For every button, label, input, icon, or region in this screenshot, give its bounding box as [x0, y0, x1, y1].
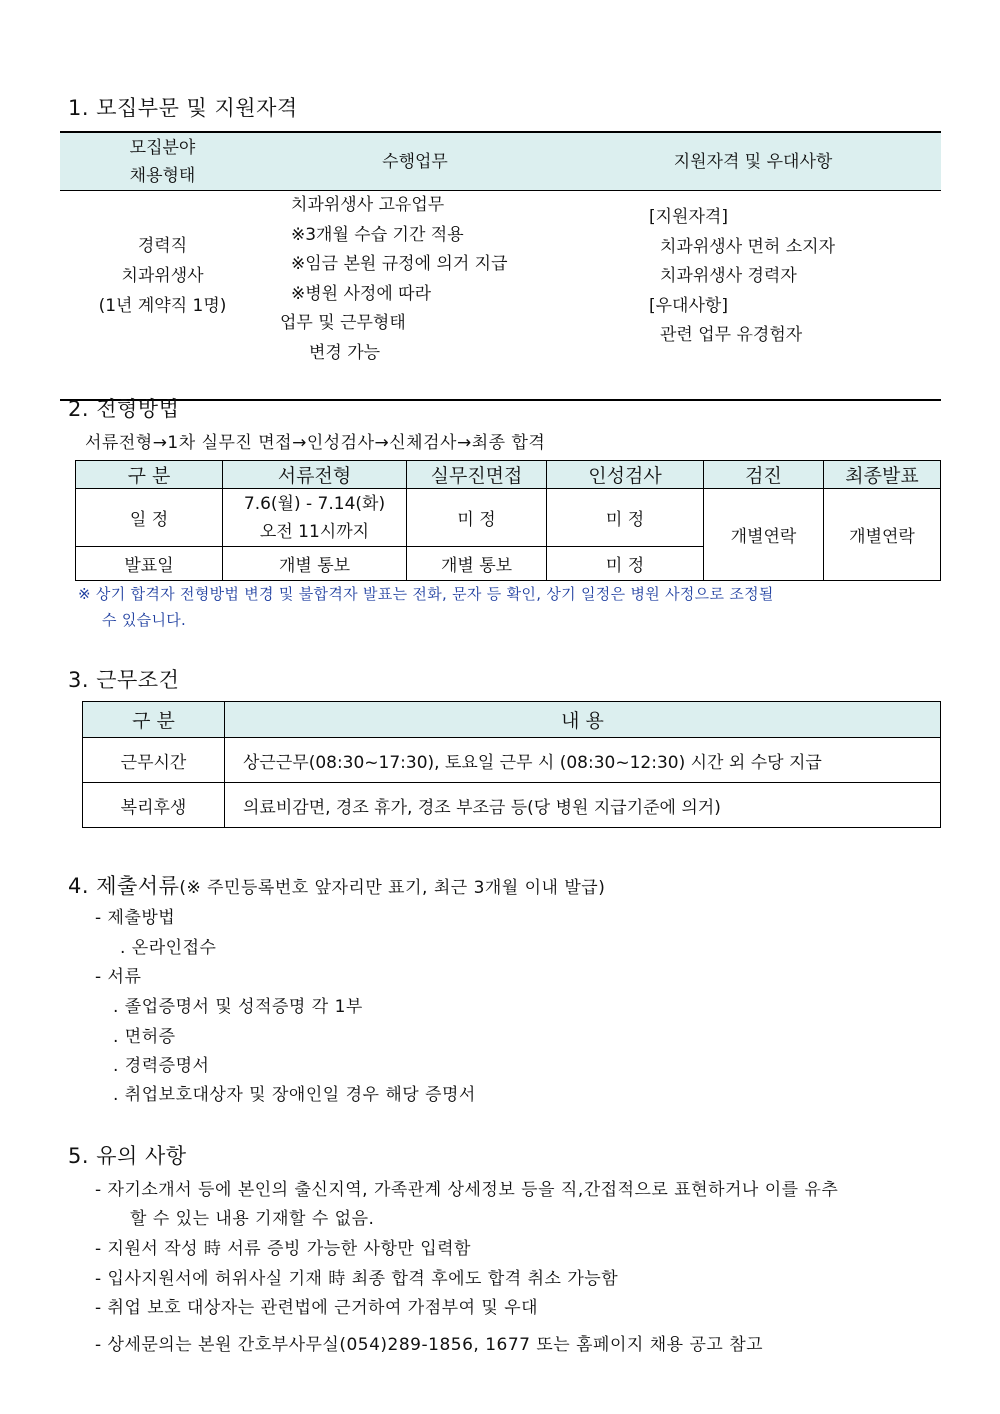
- section4-title: 4. 제출서류: [68, 874, 180, 898]
- qual-line: 치과위생사 경력자: [660, 266, 797, 286]
- notice-item: - 취업 보호 대상자는 관련법에 근거하여 가점부여 및 우대: [95, 1298, 539, 1318]
- header-field: [60, 132, 265, 191]
- doc-date-line1: 7.6(월) - 7.14(화): [243, 493, 386, 514]
- section5-title: 5. 유의 사항: [68, 1144, 187, 1168]
- duty-line: 치과위생사 고유업무: [291, 195, 445, 215]
- header-qualifications: 지원자격 및 우대사항: [565, 132, 941, 191]
- duty-line: ※병원 사정에 따라: [291, 283, 432, 304]
- recruitment-table: [60, 131, 941, 401]
- conditions-header: 내 용: [225, 702, 941, 738]
- qual-line: 관련 업무 유경험자: [660, 325, 803, 345]
- schedule-interview-date: 미 정: [407, 489, 547, 547]
- recruitment-field: [60, 191, 265, 401]
- header-field-line2: 채용형태: [129, 165, 196, 186]
- conditions-label: 근무시간: [83, 738, 225, 783]
- schedule-personality-date: 미 정: [547, 489, 704, 547]
- announce-row-label: 발표일: [76, 547, 223, 581]
- schedule-header: 검진: [704, 461, 824, 489]
- document-item: . 취업보호대상자 및 장애인일 경우 해당 증명서: [113, 1085, 476, 1105]
- notice-item: - 상세문의는 본원 간호부사무실(054)289-1856, 1677 또는 홈페이지 채용 공고 참고: [95, 1335, 764, 1355]
- work-conditions-table: [82, 701, 941, 828]
- section3-title: 3. 근무조건: [68, 668, 180, 692]
- announce-personality: 미 정: [547, 547, 704, 581]
- announce-doc: 개별 통보: [223, 547, 407, 581]
- schedule-table: [75, 460, 941, 581]
- schedule-header: 실무진면접: [407, 461, 547, 489]
- duty-line: 업무 및 근무형태: [280, 313, 406, 333]
- submission-method-item: . 온라인접수: [120, 938, 217, 958]
- schedule-checkup: 개별연락: [704, 489, 824, 581]
- conditions-content: 의료비감면, 경조 휴가, 경조 부조금 등(당 병원 지급기준에 의거): [225, 783, 941, 828]
- schedule-header: 인성검사: [547, 461, 704, 489]
- duty-line: 변경 가능: [309, 342, 381, 363]
- section4-heading: [68, 870, 605, 900]
- field-line: (1년 계약직 1명): [98, 296, 227, 316]
- notice-item: - 입사지원서에 허위사실 기재 時 최종 합격 후에도 합격 취소 가능함: [95, 1269, 619, 1289]
- qual-line: [우대사항]: [649, 295, 728, 316]
- schedule-header: 구 분: [76, 461, 223, 489]
- schedule-final: 개별연락: [824, 489, 941, 581]
- document-item: . 졸업증명서 및 성적증명 각 1부: [113, 997, 363, 1017]
- schedule-note-line1: ※ 상기 합격자 전형방법 변경 및 불합격자 발표는 전화, 문자 등 확인, 상기 일정은 병원 사정으로 조정될: [78, 585, 774, 603]
- notice-item: - 자기소개서 등에 본인의 출신지역, 가족관계 상세정보 등을 직,간접적으로 표현하거나 이를 유추: [95, 1180, 839, 1200]
- conditions-header: 구 분: [83, 702, 225, 738]
- schedule-row-label: 일 정: [76, 489, 223, 547]
- section4-title-note: (※ 주민등록번호 앞자리만 표기, 최근 3개월 이내 발급): [179, 878, 606, 898]
- qual-line: 치과위생사 면허 소지자: [660, 236, 836, 257]
- schedule-header: 서류전형: [223, 461, 407, 489]
- conditions-content: 상근근무(08:30~17:30), 토요일 근무 시 (08:30~12:30) 시간 외 수당 지급: [225, 738, 941, 783]
- field-line: 경력직: [137, 236, 188, 256]
- notice-item: - 지원서 작성 時 서류 증빙 가능한 사항만 입력함: [95, 1239, 471, 1259]
- qualifications-cell: [565, 191, 941, 401]
- header-field-line1: 모집분야: [129, 137, 196, 158]
- duty-line: ※3개월 수습 기간 적용: [291, 224, 464, 245]
- selection-flow: 서류전형→1차 실무진 면접→인성검사→신체검사→최종 합격: [85, 433, 546, 453]
- field-line: 치과위생사: [121, 266, 204, 286]
- document-item: . 면허증: [113, 1027, 176, 1047]
- schedule-doc-date: [223, 489, 407, 547]
- schedule-header: 최종발표: [824, 461, 941, 489]
- schedule-note-line2: 수 있습니다.: [102, 611, 187, 629]
- conditions-label: 복리후생: [83, 783, 225, 828]
- duty-line: ※임금 본원 규정에 의거 지급: [291, 254, 508, 274]
- section2-title: 2. 전형방법: [68, 397, 180, 421]
- documents-label: - 서류: [95, 967, 142, 987]
- notice-item-continued: 할 수 있는 내용 기재할 수 없음.: [130, 1209, 375, 1229]
- submission-method-label: - 제출방법: [95, 908, 176, 928]
- document-item: . 경력증명서: [113, 1056, 210, 1076]
- announce-interview: 개별 통보: [407, 547, 547, 581]
- doc-date-line2: 오전 11시까지: [259, 521, 370, 542]
- header-duties: 수행업무: [265, 132, 565, 191]
- section1-title: 1. 모집부문 및 지원자격: [68, 96, 298, 120]
- duties-cell: [265, 191, 565, 401]
- qual-line: [지원자격]: [649, 207, 728, 227]
